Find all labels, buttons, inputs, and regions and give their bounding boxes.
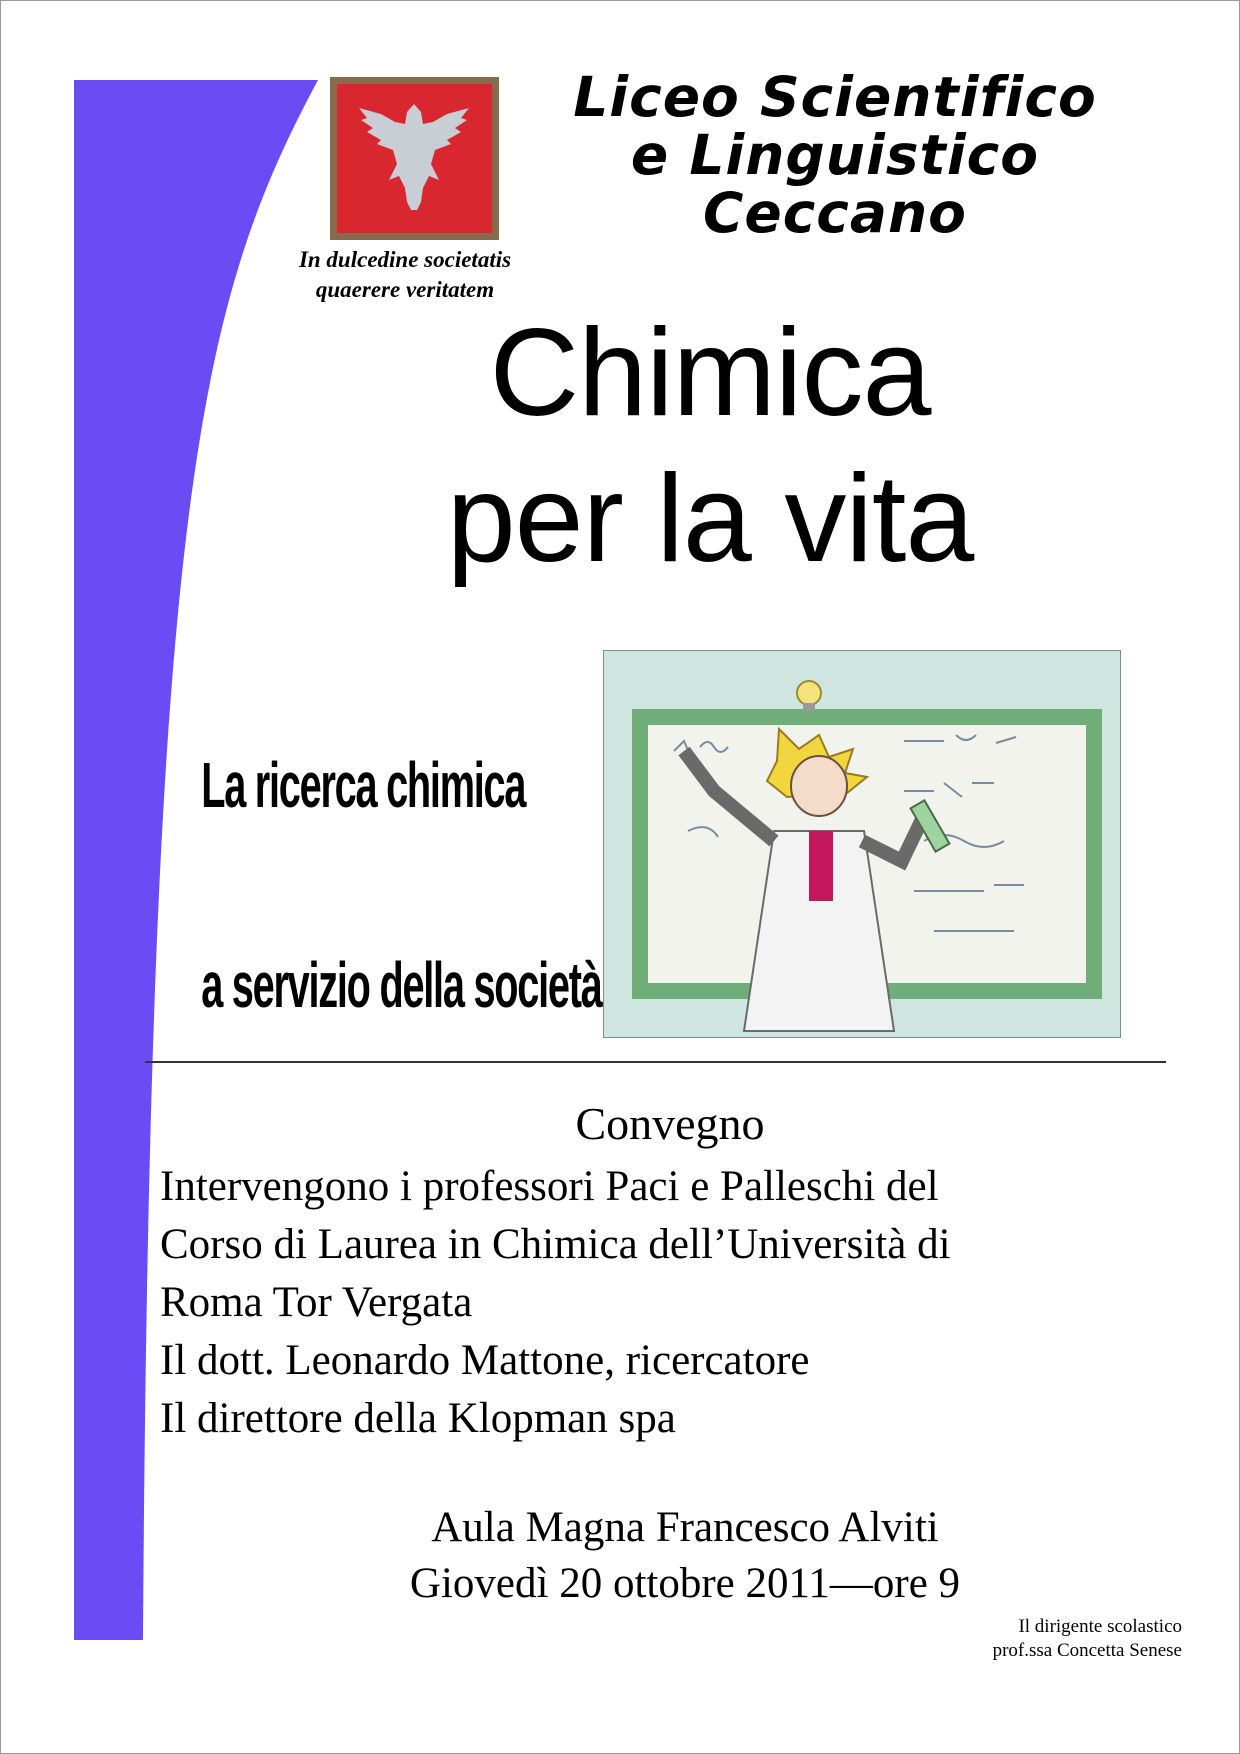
speaker-line: Il dott. Leonardo Mattone, ricercatore	[160, 1337, 810, 1384]
venue-block	[300, 1500, 1070, 1612]
crest-field	[337, 84, 492, 233]
signature	[900, 1615, 1182, 1663]
signature-name: prof.ssa Concetta Senese	[992, 1640, 1182, 1661]
event-type: Convegno	[575, 1098, 765, 1149]
event-title-line-1: Chimica	[489, 304, 931, 442]
motto-line-1: In dulcedine societatis	[298, 247, 512, 272]
speaker-line: Il direttore della Klopman spa	[160, 1395, 676, 1442]
event-datetime: Giovedì 20 ottobre 2011—ore 9	[409, 1560, 961, 1607]
event-subtitle-line-2: a servizio della società	[201, 949, 602, 1021]
speaker-line: Corso di Laurea in Chimica dell’Università di	[160, 1221, 951, 1268]
school-name	[490, 65, 1180, 245]
eagle-icon	[337, 84, 492, 233]
event-subtitle-line-1: La ricerca chimica	[201, 749, 526, 821]
motto-line-2: quaerere veritatem	[315, 277, 495, 302]
speaker-line: Intervengono i professori Paci e Palleschi del	[160, 1163, 939, 1210]
scientist-blackboard-illustration	[604, 651, 1120, 1037]
speakers	[160, 1158, 1200, 1448]
speaker-line: Roma Tor Vergata	[160, 1279, 473, 1326]
venue: Aula Magna Francesco Alviti	[431, 1504, 939, 1551]
event-subtitle	[201, 685, 602, 1085]
scientist-illustration	[603, 650, 1121, 1038]
divider	[145, 1061, 1166, 1063]
school-name-line-2: e Linguistico	[630, 123, 1040, 187]
event-title-line-2: per la vita	[446, 450, 974, 588]
school-name-line-3: Ceccano	[703, 181, 967, 245]
school-crest	[330, 77, 499, 240]
event-title	[390, 300, 1030, 592]
signature-role: Il dirigente scolastico	[1018, 1616, 1182, 1637]
school-motto	[270, 245, 540, 305]
school-name-line-1: Liceo Scientifico	[573, 65, 1097, 129]
